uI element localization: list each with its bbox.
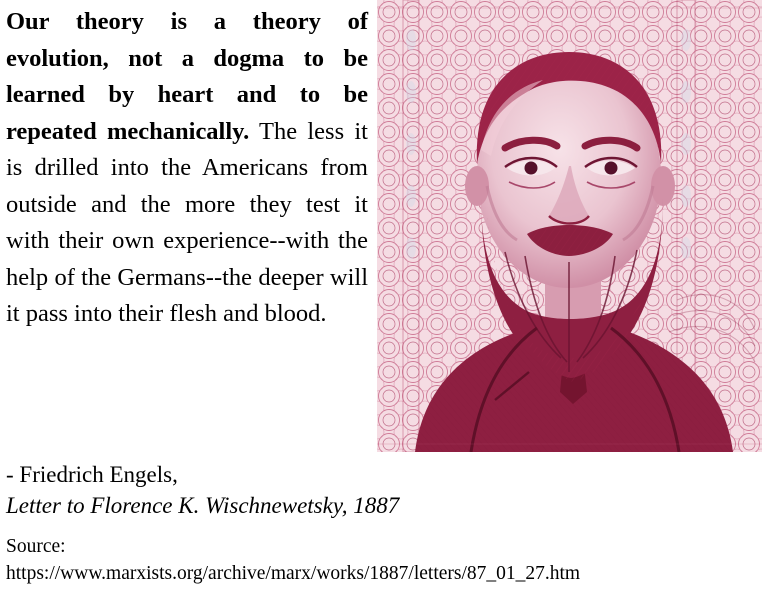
source-block bbox=[6, 533, 746, 587]
source-url[interactable]: https://www.marxists.org/archive/marx/works/1887/letters/87_01_27.htm bbox=[6, 563, 581, 584]
quote-body-text: The less it is drilled into the Americans from outside and the more they test it with their own experience--with the help of the Germans--the deeper will it pass into their flesh and blood. bbox=[6, 117, 368, 327]
quote-lead-text: Our theory is a theory of evolution, not a dogma to be learned by heart and to be repeated mechanically. bbox=[6, 8, 368, 145]
source-label: Source: bbox=[6, 536, 66, 557]
attribution-block bbox=[6, 459, 606, 521]
attribution-work: Letter to Florence K. Wischnewetsky, 1887 bbox=[6, 493, 400, 518]
friedrich-engels-portrait-image bbox=[377, 0, 762, 452]
quote-paragraph bbox=[6, 4, 368, 333]
portrait-illustration bbox=[377, 0, 762, 452]
quote-block bbox=[6, 4, 368, 333]
attribution-author: - Friedrich Engels, bbox=[6, 462, 178, 487]
